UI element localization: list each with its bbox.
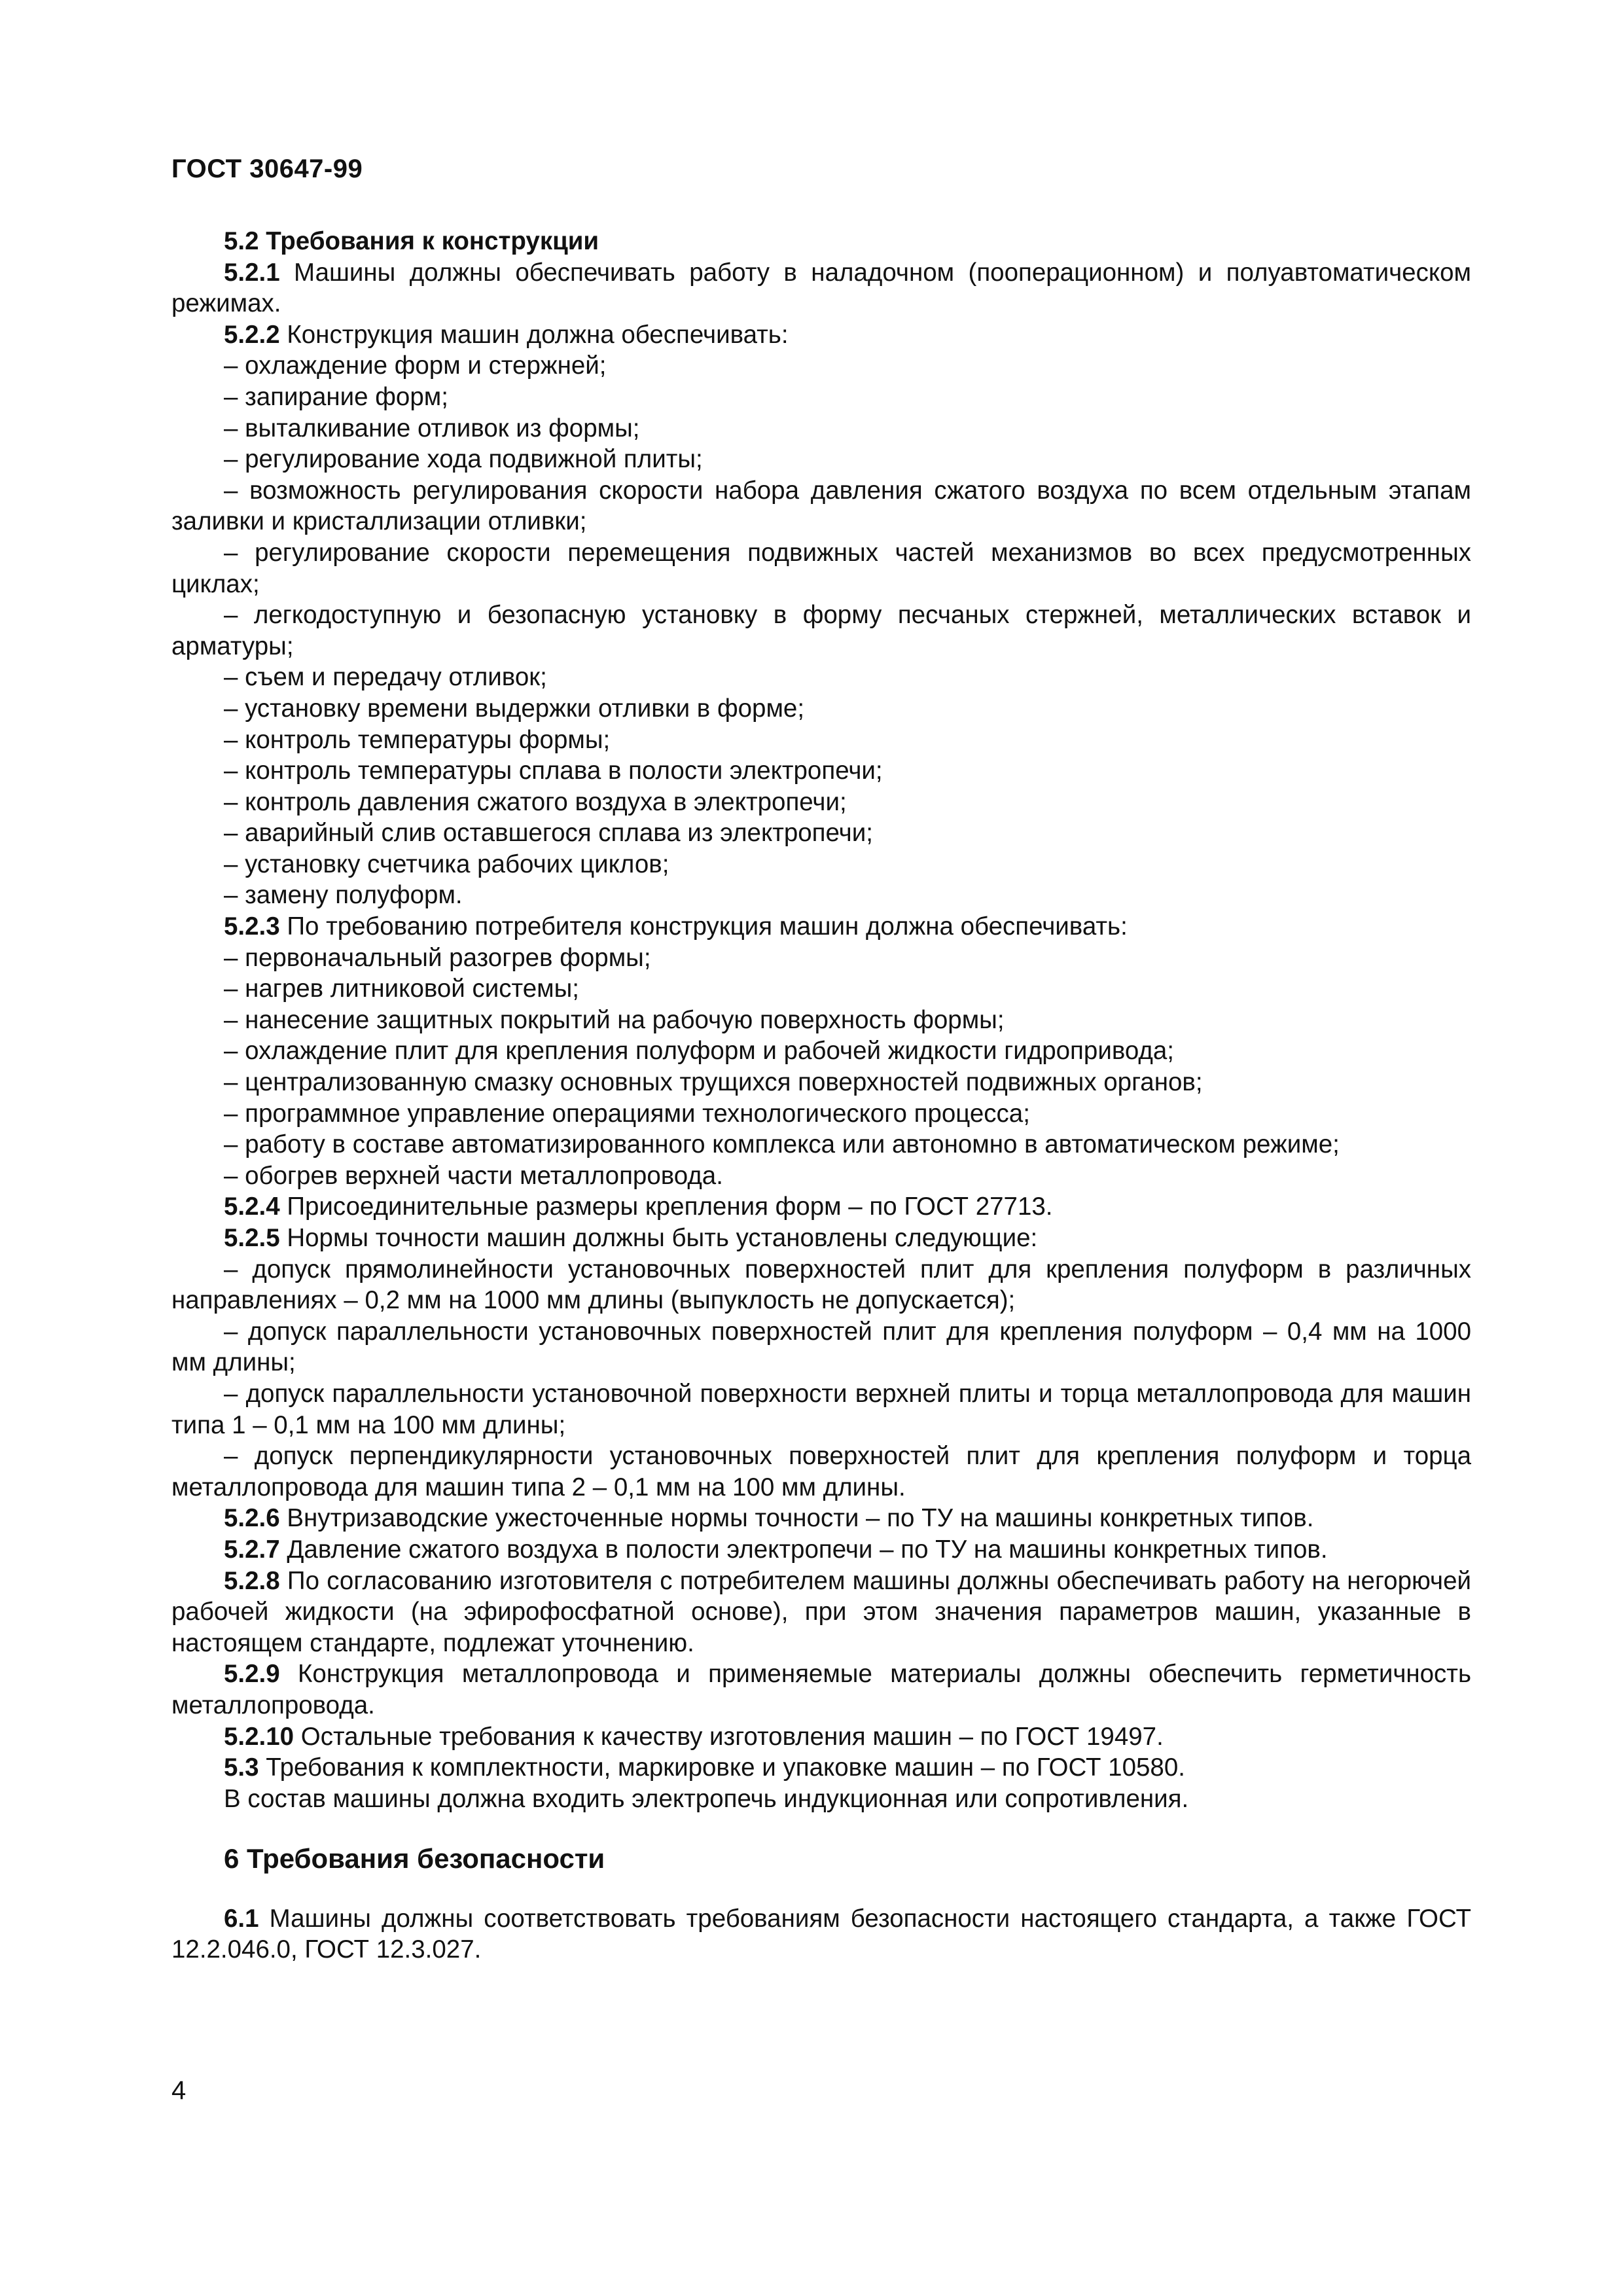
list-item: – нагрев литниковой системы; [224,975,579,1003]
list-item: – легкодоступную и безопасную установку в форму песчаных стержней, металлических вставок и арматуры; [171,601,1471,660]
clause-text: Машины должны обеспечивать работу в наладочном (пооперационном) и полуавтоматическом режимах. [171,258,1471,318]
list-item: – возможность регулирования скорости набора давления сжатого воздуха по всем отдельным этапам заливки и кристаллизации отливки; [171,476,1471,536]
list-item: – контроль температуры формы; [224,725,611,754]
clause-number: 5.2.1 [224,258,280,287]
clause-number: 5.2.3 [224,912,280,941]
paragraph-5-3-note: В состав машины должна входить электропечь индукционная или сопротивления. [224,1784,1189,1813]
list-item: – допуск прямолинейности установочных поверхностей плит для крепления полуформ в различных направлениях – 0,2 мм на 1000 мм длины (выпуклость не допускается); [171,1255,1471,1315]
list-item: – обогрев верхней части металлопровода. [224,1161,723,1190]
paragraph-5-2-1 [171,257,1471,319]
clause-number: 5.3 [224,1753,259,1782]
clause-text: Внутризаводские ужесточенные нормы точности – по ТУ на машины конкретных типов. [279,1504,1314,1533]
list-item: – охлаждение форм и стержней; [224,351,607,380]
clause-number: 5.2.10 [224,1722,294,1751]
paragraph-5-3 [171,1752,1471,1784]
clause-text: Нормы точности машин должны быть установлены следующие: [279,1224,1038,1252]
list-item: – нанесение защитных покрытий на рабочую поверхность формы; [224,1005,1005,1034]
clause-text: По согласованию изготовителя с потребителем машины должны обеспечивать работу на негорючей рабочей жидкости (на эфирофосфатной основе), при этом значения параметров машин, указанные в настоящем стандарте, подлежат уточнению. [171,1566,1471,1657]
section-heading-6: 6 Требования безопасности [224,1843,605,1874]
paragraph-5-2-5 [171,1223,1471,1254]
list-item: – съем и передачу отливок; [224,663,547,692]
list-item: – охлаждение плит для крепления полуформ и рабочей жидкости гидропривода; [224,1037,1174,1066]
clause-number: 5.2.5 [224,1224,280,1252]
clause-text: Давление сжатого воздуха в полости электропечи – по ТУ на машины конкретных типов. [279,1535,1328,1564]
clause-number: 5.2.4 [224,1193,280,1221]
clause-text: Конструкция машин должна обеспечивать: [279,320,789,349]
page-number: 4 [171,2076,187,2105]
clause-number: 5.2.8 [224,1566,280,1595]
list-5-2-5 [171,1254,1471,1503]
list-item: – выталкивание отливок из формы; [224,414,640,442]
clause-text: Машины должны соответствовать требованиям безопасности настоящего стандарта, а также ГОСТ 12.2.046.0, ГОСТ 12.3.027. [171,1904,1471,1964]
paragraph-6-1 [171,1903,1471,1965]
document-body [171,226,1471,1965]
list-item: – запирание форм; [224,382,448,411]
list-item: – программное управление операциями технологического процесса; [224,1099,1030,1128]
list-item: – установку времени выдержки отливки в форме; [224,694,805,723]
clause-text: Присоединительные размеры крепления форм – по ГОСТ 27713. [279,1193,1053,1221]
list-item: – допуск перпендикулярности установочных поверхностей плит для крепления полуформ и торца металлопровода для машин типа 2 – 0,1 мм на 100 мм длины. [171,1442,1471,1501]
paragraph-5-2-8 [171,1566,1471,1659]
paragraph-5-2-7 [171,1534,1471,1566]
list-item: – установку счетчика рабочих циклов; [224,850,669,878]
list-item: – контроль температуры сплава в полости электропечи; [224,757,883,785]
list-item: – замену полуформ. [224,881,463,910]
paragraph-5-2-3 [171,911,1471,942]
list-item: – допуск параллельности установочной поверхности верхней плиты и торца металлопровода для машин типа 1 – 0,1 мм на 100 мм длины; [171,1379,1471,1439]
section-heading-5-2: 5.2 Требования к конструкции [224,227,599,255]
clause-text: Остальные требования к качеству изготовления машин – по ГОСТ 19497. [294,1722,1164,1751]
list-item: – централизованную смазку основных трущихся поверхностей подвижных органов; [224,1068,1203,1097]
clause-text: Требования к комплектности, маркировке и упаковке машин – по ГОСТ 10580. [259,1753,1185,1782]
paragraph-5-2-10 [171,1721,1471,1753]
list-item: – первоначальный разогрев формы; [224,943,651,972]
list-item: – работу в составе автоматизированного комплекса или автономно в автоматическом режиме; [224,1130,1340,1159]
paragraph-5-2-2 [171,319,1471,351]
list-item: – контроль давления сжатого воздуха в электропечи; [224,787,847,816]
paragraph-5-2-4 [171,1191,1471,1223]
document-header: ГОСТ 30647-99 [171,154,363,183]
clause-text: Конструкция металлопровода и применяемые материалы должны обеспечить герметичность металлопровода. [171,1660,1471,1719]
list-item: – допуск параллельности установочных поверхностей плит для крепления полуформ – 0,4 мм на 1000 мм длины; [171,1317,1471,1377]
list-item: – регулирование хода подвижной плиты; [224,445,703,474]
paragraph-5-2-9 [171,1659,1471,1721]
list-5-2-2 [171,350,1471,911]
clause-number: 6.1 [224,1904,259,1933]
clause-number: 5.2.7 [224,1535,280,1564]
clause-number: 5.2.9 [224,1660,280,1689]
clause-text: По требованию потребителя конструкция машин должна обеспечивать: [279,912,1128,941]
list-5-2-3 [171,942,1471,1192]
list-item: – регулирование скорости перемещения подвижных частей механизмов во всех предусмотренных циклах; [171,538,1471,598]
clause-number: 5.2.2 [224,320,280,349]
clause-number: 5.2.6 [224,1504,280,1533]
list-item: – аварийный слив оставшегося сплава из электропечи; [224,819,873,848]
paragraph-5-2-6 [171,1503,1471,1534]
